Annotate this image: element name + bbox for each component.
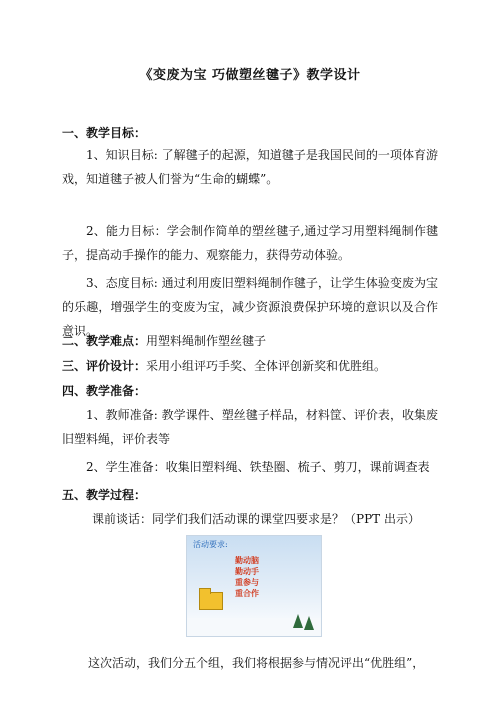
section2-heading: 二、教学难点： <box>62 334 147 348</box>
section5-heading: 五、教学过程： <box>62 488 147 502</box>
folder-icon <box>199 592 223 610</box>
tree-icon <box>293 614 303 628</box>
slide-item: 勤动脑 <box>235 555 259 565</box>
section5-last-line: 这次活动，我们分五个组，我们将根据参与情况评出“优胜组”， <box>88 656 425 670</box>
section4-heading: 四、教学准备： <box>62 384 147 398</box>
section1-paragraph-3: 3、态度目标: 通过利用废旧塑料绳制作毽子，让学生体验变废为宝的乐趣，增强学生的变废为宝，减少资源浪费保护环境的意识以及合作意识。 <box>62 276 438 338</box>
section2-row <box>62 332 266 349</box>
section5-intro: 课前谈话：同学们我们活动课的课堂四要求是？（PPT 出示） <box>92 512 420 526</box>
section1-heading: 一、教学目标： <box>62 126 147 140</box>
slide-items <box>235 555 259 599</box>
slide-item: 重合作 <box>235 588 259 598</box>
slide-item: 重参与 <box>235 577 259 587</box>
document-title: 《变废为宝 巧做塑丝毽子》教学设计 <box>139 68 361 83</box>
section3-text: 采用小组评巧手奖、全体评创新奖和优胜组。 <box>146 359 387 373</box>
section4-paragraph-2: 2、学生准备：收集旧塑料绳、铁垫圈、梳子、剪刀，课前调查表 <box>86 460 430 474</box>
section3-row <box>62 357 386 374</box>
section3-heading: 三、评价设计： <box>62 359 147 373</box>
tree-icon <box>304 616 314 630</box>
slide-title: 活动要求: <box>193 540 228 549</box>
ppt-slide-image <box>186 535 322 637</box>
section4-paragraph-1: 1、教师准备: 教学课件、塑丝毽子样品，材料筐、评价表，收集废旧塑料绳，评价表等 <box>62 408 438 446</box>
section2-text: 用塑料绳制作塑丝毽子 <box>146 334 267 348</box>
section1-paragraph-1: 1、知识目标: 了解毽子的起源，知道毽子是我国民间的一项体育游戏，知道毽子被人们誉为“生命的蝴蝶”。 <box>62 148 438 186</box>
section1-paragraph-2: 2、能力目标：学会制作简单的塑丝毽子,通过学习用塑料绳制作毽子，提高动手操作的能力、观察能力，获得劳动体验。 <box>62 224 438 262</box>
slide-item: 勤动手 <box>235 566 259 576</box>
